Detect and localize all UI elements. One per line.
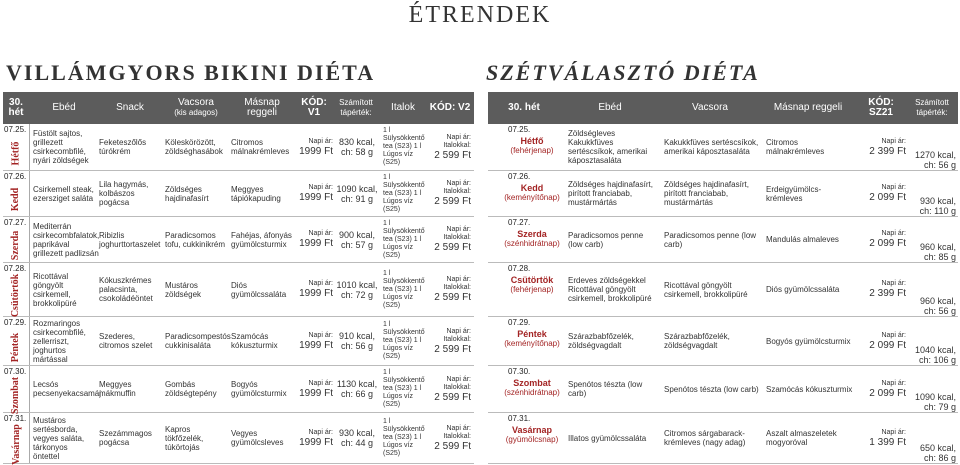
row-kcal: [335, 366, 379, 412]
row-ebed: Zöldségleves Kakukkfüves sertéscsíkok, amerikai káposztasaláta: [568, 129, 648, 165]
row-day: Vasárnap: [10, 423, 22, 465]
row-vacsora: Paradicsomos penne (low carb): [664, 230, 757, 249]
row-ebed: Paradicsomos penne (low carb): [568, 230, 644, 249]
row-masnap: Diós gyümölcssaláta: [766, 285, 840, 294]
row-price1-label: Napi ár:: [308, 379, 333, 387]
row-kcal: [335, 413, 379, 463]
row-ebed: Erdeves zöldségekkel Ricottával göngyölt csirkemell, brokkolipüré: [568, 276, 652, 303]
table-row: [3, 171, 474, 217]
row-price1-value: 1999 Ft: [299, 288, 333, 299]
row-day-block: [488, 183, 576, 202]
row-date: 07.30.: [4, 367, 27, 376]
row-kcal-value: 1270 kcal,: [914, 150, 956, 160]
row-price2-label: Napi ár: Italokkal:: [443, 276, 471, 291]
row-price1-label: Napi ár:: [308, 137, 333, 145]
row-day-block: [488, 378, 576, 397]
row-kcal: [908, 317, 956, 365]
row-drinks: 1 l Sülysökkentő tea (S23) 1 l Lúgos víz (S25): [383, 127, 425, 166]
row-price1: [293, 317, 333, 365]
header-masnap-right: Másnap reggeli: [773, 102, 843, 113]
row-ebed: Szárazbabfőzelék, zöldségvagdalt: [568, 332, 634, 350]
row-day: Hétfő: [520, 136, 544, 146]
row-date: 07.26.: [4, 172, 27, 181]
row-day-type: (fehérjenap): [510, 285, 554, 294]
row-ebed: Rozmaringos csirkecombfilé, zellerriszt, joghurtos mártással: [33, 318, 86, 364]
header-week: 30. hét: [8, 97, 24, 118]
row-price1: [293, 124, 333, 170]
header-vacsora-sub: (kis adagos): [174, 108, 218, 117]
header-vacsora: [163, 92, 229, 124]
row-day-type: (keményítőnap): [504, 339, 560, 348]
row-price: [860, 413, 906, 463]
row-price: [860, 263, 906, 316]
header-kod2: KÓD: V2: [429, 102, 471, 113]
table-row: [3, 217, 474, 263]
row-day-type: (gyümölcsnap): [505, 435, 559, 444]
row-price: [860, 217, 906, 262]
row-price2-label: Napi ár: Italokkal:: [443, 226, 471, 241]
row-price2: [427, 413, 471, 463]
row-kcal-value: 1040 kcal,: [914, 345, 956, 355]
row-price1-label: Napi ár:: [308, 184, 333, 191]
row-vacsora: Köleskörözött, zöldséghasábok: [165, 138, 223, 156]
row-ch-value: ch: 86 g: [923, 453, 956, 463]
row-ch-value: ch: 58 g: [340, 147, 374, 157]
row-ch-value: ch: 57 g: [340, 239, 374, 250]
table-row: [3, 366, 474, 413]
row-ch-value: ch: 66 g: [340, 389, 374, 399]
row-price2-value: 2 599 Ft: [434, 391, 471, 403]
row-masnap: Meggyes tápiókapuding: [231, 184, 281, 203]
row-price1-value: 1999 Ft: [299, 387, 333, 399]
row-snack: Feketeszőlős túrókrém: [99, 138, 147, 156]
row-kcal-value: 930 kcal,: [919, 196, 956, 206]
row-ebed: Füstölt sajtos, grillezett csirkecombfilé, nyári zöldségek: [33, 129, 89, 165]
header-italok: Italok: [391, 102, 415, 113]
row-vacsora: Citromos sárgabarack-krémleves (nagy adag): [664, 429, 746, 447]
row-date: 07.29.: [4, 318, 27, 327]
row-ebed: Mediterrán csirkecombfalatok, paprikával grillezett padlizsán: [33, 221, 100, 258]
row-masnap: Szamócás kókuszturmix: [231, 332, 278, 350]
row-masnap: Mandulás almaleves: [766, 235, 839, 244]
day-column: [3, 413, 30, 463]
row-vacsora: Zöldséges hajdinafasírt: [165, 184, 209, 203]
row-drinks: 1 l Sülysökkentő tea (S23) 1 l Lúgos víz (S25): [383, 219, 425, 259]
row-day-block: [488, 275, 576, 294]
row-price1-label: Napi ár:: [308, 428, 333, 436]
row-date: 07.31.: [4, 414, 27, 423]
row-day: Hétfő: [10, 141, 22, 165]
row-price2-value: 2 599 Ft: [434, 292, 471, 303]
row-masnap: Diós gyümölcssaláta: [231, 280, 287, 299]
row-day: Kedd: [520, 183, 544, 193]
left-table-header: [3, 92, 474, 124]
row-date: 07.31.: [508, 414, 531, 423]
row-day: Szerda: [10, 230, 22, 261]
row-price1-value: 1999 Ft: [299, 436, 333, 448]
row-vacsora: Paradicsomos tofu, cukkinikrém: [165, 230, 226, 249]
day-column: [3, 124, 30, 170]
row-price2-value: 2 599 Ft: [434, 343, 471, 355]
row-price: [860, 317, 906, 365]
row-day-block: [488, 425, 576, 444]
row-ch-value: ch: 44 g: [340, 438, 374, 448]
row-vacsora: Gombás zöldségtepény: [165, 380, 217, 398]
row-price1-label: Napi ár:: [308, 331, 333, 339]
row-ebed: Illatos gyümölcssaláta: [568, 433, 647, 443]
row-day-block: [488, 329, 576, 348]
header-ebed-right: Ebéd: [598, 102, 622, 113]
row-day-type: (keményítőnap): [504, 193, 560, 202]
row-kcal: [335, 124, 379, 170]
day-column: [3, 317, 30, 365]
row-snack: Meggyes mákmuffin: [99, 380, 136, 398]
row-price-label: Napi ár:: [881, 230, 906, 237]
row-snack: Szezámmagos pogácsa: [99, 429, 152, 447]
row-price2: [427, 217, 471, 262]
header-week-right: 30. hét: [508, 102, 540, 113]
row-price1: [293, 263, 333, 316]
row-kcal-value: 930 kcal,: [338, 428, 376, 438]
row-date: 07.27.: [4, 218, 27, 227]
header-szamitott-right: Számított tápérték:: [915, 98, 949, 117]
day-column: [3, 263, 30, 316]
left-menu-title: VILLÁMGYORS BIKINI DIÉTA: [6, 60, 376, 85]
row-date: 07.29.: [508, 318, 531, 327]
row-kcal-value: 830 kcal,: [338, 137, 376, 147]
day-column: [3, 217, 30, 262]
row-ebed: Ricottával göngyölt csirkemell, brokkolipüré: [33, 271, 77, 308]
row-snack: Lila hagymás, kolbászos pogácsa: [99, 180, 149, 207]
row-vacsora: Szárazbabfőzelék, zöldségvagdalt: [664, 332, 730, 350]
row-price1: [293, 366, 333, 412]
row-day: Péntek: [10, 332, 22, 362]
row-drinks: 1 l Sülysökkentő tea (S23) 1 l Lúgos víz (S25): [383, 173, 425, 213]
row-snack: Szederes, citromos szelet: [99, 332, 153, 350]
row-price: [860, 124, 906, 170]
row-drinks: 1 l Sülysökkentő tea (S23) 1 l Lúgos víz (S25): [383, 269, 425, 309]
row-price-label: Napi ár:: [881, 280, 906, 287]
header-szamitott: Számított tápérték:: [339, 98, 373, 117]
row-kcal: [335, 217, 379, 262]
table-row: [488, 171, 958, 217]
day-column: [3, 171, 30, 216]
row-masnap: Citromos málnakrémleves: [766, 138, 825, 156]
row-ebed: Csirkemell steak, ezersziget saláta: [33, 184, 94, 203]
row-price1-value: 1999 Ft: [299, 145, 333, 157]
row-kcal-value: 900 kcal,: [338, 229, 376, 240]
row-snack: Kókuszkrémes palacsinta, csokoládéöntet: [99, 276, 153, 303]
row-price2: [427, 171, 471, 216]
row-ch-value: ch: 72 g: [340, 289, 374, 300]
row-price2-label: Napi ár: Italokkal:: [443, 424, 471, 440]
row-masnap: Erdeigyümölcs- krémleves: [766, 184, 822, 203]
row-kcal: [335, 263, 379, 316]
row-masnap: Aszalt almaszeletek mogyoróval: [766, 429, 837, 447]
header-vacsora-right: Vacsora: [692, 102, 728, 113]
row-kcal-value: 910 kcal,: [338, 331, 376, 341]
row-kcal-value: 1010 kcal,: [336, 279, 378, 290]
row-ch-value: ch: 56 g: [340, 341, 374, 351]
row-price-label: Napi ár:: [881, 428, 906, 436]
right-menu-title: SZÉTVÁLASZTÓ DIÉTA: [486, 60, 760, 85]
row-day-type: (fehérjenap): [510, 146, 554, 155]
row-drinks: 1 l Sülysökkentő tea (S23) 1 l Lúgos víz (S25): [383, 369, 425, 408]
row-kcal-value: 1130 kcal,: [336, 379, 378, 389]
row-price2: [427, 366, 471, 412]
header-kod-right: KÓD: SZ21: [868, 97, 894, 118]
row-day: Szombat: [10, 376, 22, 414]
row-price-value: 2 399 Ft: [869, 288, 906, 299]
row-day-block: [488, 136, 576, 155]
row-kcal-value: 1090 kcal,: [336, 183, 378, 194]
row-ebed: Lecsós pecsenyekacsamáj: [33, 380, 102, 398]
row-price2-value: 2 599 Ft: [434, 149, 471, 161]
table-row: [488, 317, 958, 366]
row-date: 07.27.: [508, 218, 531, 227]
row-price2: [427, 124, 471, 170]
row-ch-value: ch: 106 g: [918, 355, 956, 365]
row-kcal-value: 960 kcal,: [919, 296, 956, 306]
row-date: 07.26.: [508, 172, 531, 181]
row-price2-value: 2 599 Ft: [434, 440, 471, 452]
table-row: [3, 263, 474, 317]
row-price2: [427, 263, 471, 316]
row-ch-value: ch: 110 g: [919, 206, 956, 216]
row-kcal: [908, 217, 956, 262]
row-price1: [293, 171, 333, 216]
row-masnap: Citromos málnakrémleves: [231, 138, 290, 156]
row-kcal: [908, 263, 956, 316]
row-date: 07.25.: [4, 125, 27, 134]
table-row: [488, 413, 958, 464]
table-row: [488, 366, 958, 413]
row-snack: Ribizlis joghurttortaszelet: [99, 230, 161, 249]
page-header-band: [0, 0, 960, 58]
right-table-header: [488, 92, 958, 124]
row-masnap: Bogyós gyümölcsturmix: [231, 380, 287, 398]
row-day: Csütörtök: [10, 273, 22, 318]
row-day: Péntek: [517, 329, 547, 339]
row-day: Csütörtök: [510, 275, 554, 285]
row-kcal-value: 960 kcal,: [919, 242, 956, 252]
row-price1-value: 1999 Ft: [299, 238, 333, 249]
row-vacsora: Paradicsompestós cukkinisaláta: [165, 332, 231, 350]
row-price-value: 2 099 Ft: [869, 192, 906, 203]
row-ebed: Mustáros sertésborda, vegyes saláta, tárkonyos öntettel: [33, 415, 85, 461]
row-kcal: [908, 413, 956, 463]
row-date: 07.25.: [508, 125, 531, 134]
row-kcal: [335, 171, 379, 216]
row-kcal: [908, 366, 956, 412]
row-day: Vasárnap: [511, 425, 553, 435]
row-masnap: Szamócás kókuszturmix: [766, 384, 853, 394]
row-price2-value: 2 599 Ft: [434, 242, 471, 253]
page-title: ÉTRENDEK: [408, 2, 552, 28]
row-date: 07.28.: [4, 264, 27, 273]
row-price-value: 2 099 Ft: [869, 339, 906, 351]
row-kcal-value: 650 kcal,: [919, 443, 956, 453]
row-price-value: 1 399 Ft: [869, 436, 906, 448]
table-row: [488, 217, 958, 263]
row-day-block: [488, 229, 576, 248]
row-vacsora: Zöldséges hajdinafasírt, pirított franciabab, mustármártás: [664, 180, 749, 207]
row-price1-label: Napi ár:: [308, 280, 333, 287]
row-day: Kedd: [10, 187, 22, 212]
row-ch-value: ch: 91 g: [340, 193, 374, 204]
row-kcal: [908, 124, 956, 170]
row-price-label: Napi ár:: [881, 184, 906, 191]
table-row: [3, 124, 474, 171]
row-price-label: Napi ár:: [881, 379, 906, 387]
row-masnap: Bogyós gyümölcsturmix: [766, 336, 851, 346]
row-day: Szerda: [517, 229, 547, 239]
row-price2-value: 2 599 Ft: [434, 196, 471, 207]
header-snack: Snack: [116, 102, 144, 113]
row-vacsora: Kakukkfüves sertéscsíkok, amerikai káposztasaláta: [664, 138, 759, 156]
row-price1-value: 1999 Ft: [299, 339, 333, 351]
row-day-type: (szénhidrátnap): [504, 239, 560, 248]
row-price2: [427, 317, 471, 365]
row-price2-label: Napi ár: Italokkal:: [443, 327, 471, 343]
row-ch-value: ch: 56 g: [923, 160, 956, 170]
row-vacsora: Kapros tökfőzelék, túkörtojás: [165, 424, 204, 452]
row-vacsora: Mustáros zöldségek: [165, 280, 202, 299]
row-price-value: 2 399 Ft: [869, 145, 906, 157]
row-ebed: Spenótos tészta (low carb): [568, 380, 643, 398]
table-row: [3, 413, 474, 464]
row-price-value: 2 099 Ft: [869, 238, 906, 249]
row-price1-value: 1999 Ft: [299, 192, 333, 203]
row-price: [860, 171, 906, 216]
row-price1-label: Napi ár:: [308, 230, 333, 237]
row-price-value: 2 099 Ft: [869, 387, 906, 399]
row-price: [860, 366, 906, 412]
row-ch-value: ch: 56 g: [923, 306, 956, 316]
table-row: [3, 317, 474, 366]
table-row: [488, 263, 958, 317]
row-ebed: Zöldséges hajdinafasírt, pirított franciabab, mustármártás: [568, 180, 653, 207]
day-column: [3, 366, 30, 412]
row-price1: [293, 217, 333, 262]
row-date: 07.30.: [508, 367, 531, 376]
header-vacsora-label: Vacsora: [178, 97, 214, 108]
row-ch-value: ch: 85 g: [923, 252, 956, 262]
row-price2-label: Napi ár: Italokkal:: [443, 180, 471, 195]
row-drinks: 1 l Sülysökkentő tea (S23) 1 l Lúgos víz (S25): [383, 418, 425, 457]
row-masnap: Vegyes gyümölcsleves: [231, 429, 284, 447]
row-price2-label: Napi ár: Italokkal:: [443, 375, 471, 391]
row-day: Szombat: [513, 378, 551, 388]
row-kcal-value: 1090 kcal,: [914, 392, 956, 402]
row-kcal: [335, 317, 379, 365]
header-kod1: KÓD: V1: [301, 97, 327, 118]
row-masnap: Fahéjas, áfonyás gyümölcsturmix: [231, 230, 292, 249]
row-price-label: Napi ár:: [881, 331, 906, 339]
header-ebed: Ebéd: [52, 102, 76, 113]
row-vacsora: Ricottával göngyölt csirkemell, brokkolipüré: [664, 280, 748, 299]
row-kcal: [908, 171, 956, 216]
row-day-type: (szénhidrátnap): [504, 388, 560, 397]
table-row: [488, 124, 958, 171]
row-price2-label: Napi ár: Italokkal:: [443, 133, 471, 149]
row-date: 07.28.: [508, 264, 531, 273]
row-drinks: 1 l Sülysökkentő tea (S23) 1 l Lúgos víz (S25): [383, 321, 425, 360]
row-vacsora: Spenótos tészta (low carb): [664, 384, 759, 394]
row-price1: [293, 413, 333, 463]
row-ch-value: ch: 79 g: [923, 402, 956, 412]
header-masnap: Másnap reggeli: [244, 97, 280, 118]
row-price-label: Napi ár:: [881, 137, 906, 145]
